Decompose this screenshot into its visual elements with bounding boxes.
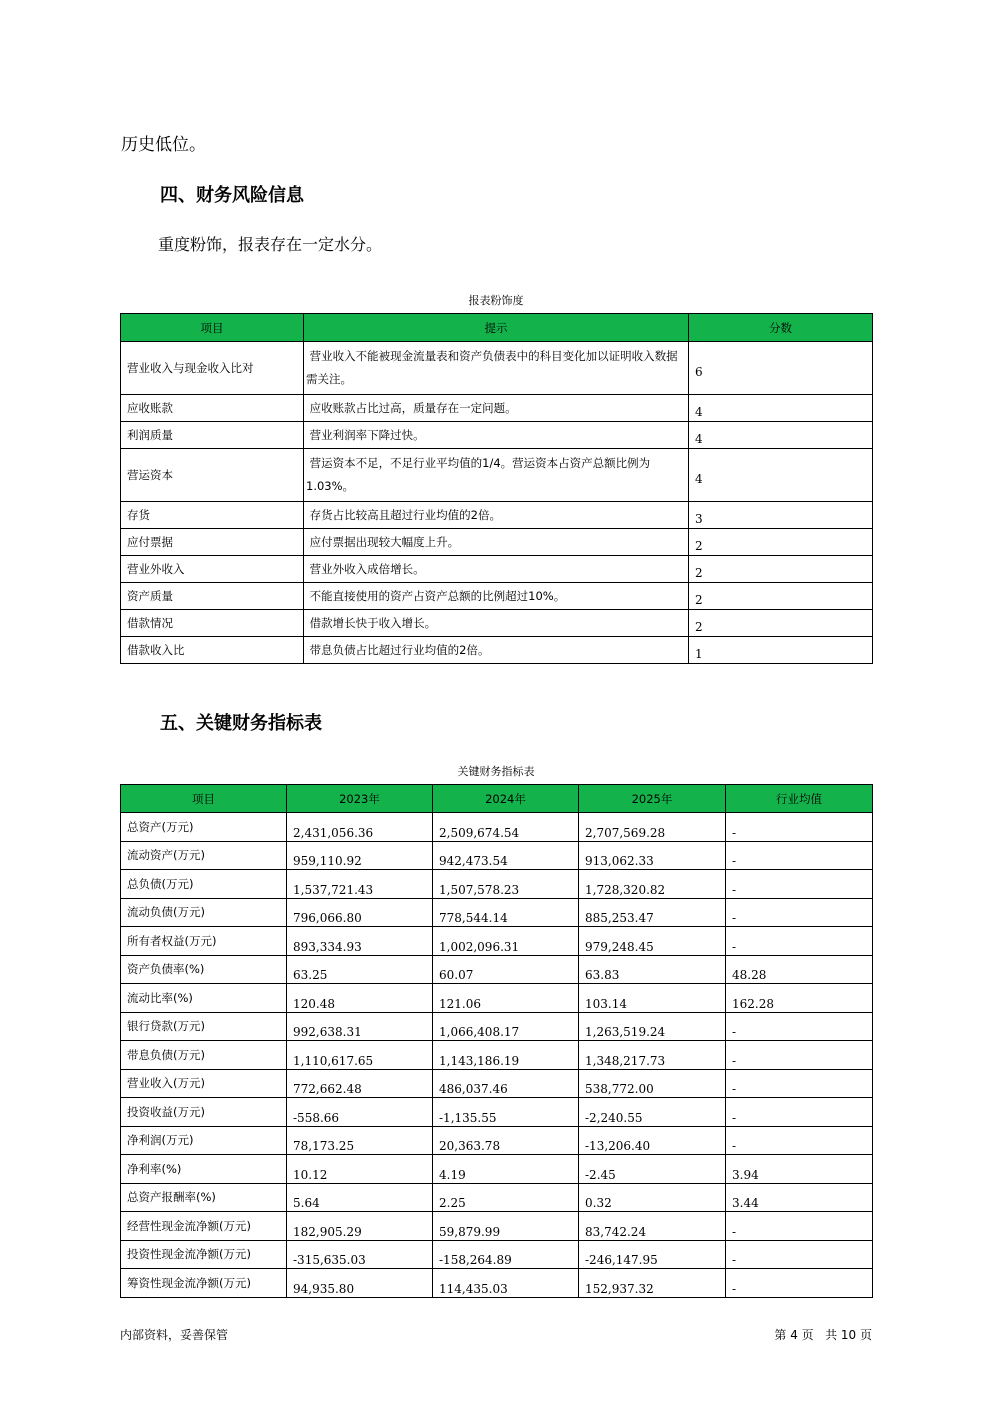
item-cell: 应收账款 (121, 395, 304, 422)
value-2025-cell: -2,240.55 (579, 1098, 726, 1127)
value-2025-cell: 1,728,320.82 (579, 870, 726, 899)
industry-average-cell: - (726, 898, 873, 927)
value-2024-cell: 2,509,674.54 (433, 813, 579, 842)
indicator-name-cell: 净利率(%) (121, 1155, 287, 1184)
score-cell: 1 (689, 637, 873, 664)
table-2-caption: 关键财务指标表 (457, 765, 535, 778)
table-row (121, 1069, 873, 1098)
value-2023-cell: 992,638.31 (287, 1012, 433, 1041)
item-cell: 应付票据 (121, 529, 304, 556)
hint-cell: 应收账款占比过高，质量存在一定问题。 (304, 395, 689, 422)
column-header: 项目 (121, 314, 304, 342)
table-header-row (121, 785, 873, 813)
table-row (121, 1155, 873, 1184)
score-cell: 2 (689, 583, 873, 610)
industry-average-cell: - (726, 1041, 873, 1070)
table-row (121, 583, 873, 610)
table-row (121, 1012, 873, 1041)
value-2024-cell: -158,264.89 (433, 1240, 579, 1269)
industry-average-cell: - (726, 1269, 873, 1298)
value-2023-cell: 2,431,056.36 (287, 813, 433, 842)
indicator-name-cell: 营业收入(万元) (121, 1069, 287, 1098)
item-cell: 营运资本 (121, 449, 304, 502)
value-2024-cell: 1,066,408.17 (433, 1012, 579, 1041)
column-header: 提示 (304, 314, 689, 342)
indicator-name-cell: 经营性现金流净额(万元) (121, 1212, 287, 1241)
indicator-name-cell: 筹资性现金流净额(万元) (121, 1269, 287, 1298)
score-cell: 6 (689, 342, 873, 395)
value-2025-cell: -13,206.40 (579, 1126, 726, 1155)
value-2023-cell: -315,635.03 (287, 1240, 433, 1269)
industry-average-cell: - (726, 1069, 873, 1098)
table-1-caption: 报表粉饰度 (468, 294, 524, 307)
hint-cell: 营业外收入成倍增长。 (304, 556, 689, 583)
table-row (121, 610, 873, 637)
item-cell: 借款收入比 (121, 637, 304, 664)
hint-cell: 营业收入不能被现金流量表和资产负债表中的科目变化加以证明收入数据需关注。 (304, 342, 689, 395)
table-header-row (121, 314, 873, 342)
table-row (121, 1098, 873, 1127)
value-2025-cell: 1,263,519.24 (579, 1012, 726, 1041)
indicator-name-cell: 流动比率(%) (121, 984, 287, 1013)
section-5-heading: 五、关键财务指标表 (160, 713, 322, 734)
indicator-name-cell: 净利润(万元) (121, 1126, 287, 1155)
value-2023-cell: 1,537,721.43 (287, 870, 433, 899)
table-row (121, 342, 873, 395)
column-header: 2025年 (579, 785, 726, 813)
table-row (121, 422, 873, 449)
value-2024-cell: 20,363.78 (433, 1126, 579, 1155)
industry-average-cell: - (726, 813, 873, 842)
table-row (121, 870, 873, 899)
table-row (121, 1183, 873, 1212)
column-header: 分数 (689, 314, 873, 342)
value-2024-cell: 778,544.14 (433, 898, 579, 927)
industry-average-cell: - (726, 870, 873, 899)
industry-average-cell: - (726, 1240, 873, 1269)
value-2024-cell: 59,879.99 (433, 1212, 579, 1241)
item-cell: 资产质量 (121, 583, 304, 610)
intro-text: 历史低位。 (121, 135, 206, 155)
industry-average-cell: 162.28 (726, 984, 873, 1013)
industry-average-cell: - (726, 927, 873, 956)
indicator-name-cell: 投资性现金流净额(万元) (121, 1240, 287, 1269)
value-2023-cell: 182,905.29 (287, 1212, 433, 1241)
value-2024-cell: 486,037.46 (433, 1069, 579, 1098)
industry-average-cell: 3.44 (726, 1183, 873, 1212)
value-2023-cell: 94,935.80 (287, 1269, 433, 1298)
table-row (121, 841, 873, 870)
indicator-name-cell: 带息负债(万元) (121, 1041, 287, 1070)
hint-cell: 借款增长快于收入增长。 (304, 610, 689, 637)
item-cell: 营业收入与现金收入比对 (121, 342, 304, 395)
hint-cell: 不能直接使用的资产占资产总额的比例超过10%。 (304, 583, 689, 610)
value-2025-cell: 979,248.45 (579, 927, 726, 956)
indicator-name-cell: 总资产报酬率(%) (121, 1183, 287, 1212)
value-2025-cell: 103.14 (579, 984, 726, 1013)
item-cell: 营业外收入 (121, 556, 304, 583)
value-2024-cell: 4.19 (433, 1155, 579, 1184)
item-cell: 借款情况 (121, 610, 304, 637)
value-2025-cell: 2,707,569.28 (579, 813, 726, 842)
value-2023-cell: 78,173.25 (287, 1126, 433, 1155)
key-financial-indicators-table (120, 784, 873, 1298)
value-2025-cell: 538,772.00 (579, 1069, 726, 1098)
value-2023-cell: 5.64 (287, 1183, 433, 1212)
score-cell: 4 (689, 449, 873, 502)
window-dressing-table (120, 313, 873, 664)
indicator-name-cell: 总负债(万元) (121, 870, 287, 899)
table-row (121, 984, 873, 1013)
value-2025-cell: 152,937.32 (579, 1269, 726, 1298)
value-2025-cell: 0.32 (579, 1183, 726, 1212)
indicator-name-cell: 流动负债(万元) (121, 898, 287, 927)
table-row (121, 395, 873, 422)
footer-left: 内部资料，妥善保管 (120, 1328, 229, 1342)
table-row (121, 502, 873, 529)
value-2025-cell: 83,742.24 (579, 1212, 726, 1241)
item-cell: 存货 (121, 502, 304, 529)
value-2024-cell: 1,002,096.31 (433, 927, 579, 956)
column-header: 2023年 (287, 785, 433, 813)
score-cell: 4 (689, 395, 873, 422)
column-header: 行业均值 (726, 785, 873, 813)
page-number: 第 4 页 共 10 页 (774, 1328, 872, 1342)
score-cell: 2 (689, 610, 873, 637)
industry-average-cell: - (726, 841, 873, 870)
value-2024-cell: 1,507,578.23 (433, 870, 579, 899)
column-header: 项目 (121, 785, 287, 813)
indicator-name-cell: 总资产(万元) (121, 813, 287, 842)
table-row (121, 529, 873, 556)
table-row (121, 1126, 873, 1155)
value-2023-cell: -558.66 (287, 1098, 433, 1127)
section-4-paragraph: 重度粉饰，报表存在一定水分。 (158, 235, 383, 254)
industry-average-cell: - (726, 1098, 873, 1127)
column-header: 2024年 (433, 785, 579, 813)
table-row (121, 1212, 873, 1241)
value-2025-cell: -2.45 (579, 1155, 726, 1184)
table-row (121, 1240, 873, 1269)
table-row (121, 1041, 873, 1070)
value-2023-cell: 796,066.80 (287, 898, 433, 927)
score-cell: 2 (689, 556, 873, 583)
hint-cell: 营业利润率下降过快。 (304, 422, 689, 449)
value-2024-cell: -1,135.55 (433, 1098, 579, 1127)
score-cell: 2 (689, 529, 873, 556)
value-2024-cell: 1,143,186.19 (433, 1041, 579, 1070)
table-row (121, 1269, 873, 1298)
indicator-name-cell: 流动资产(万元) (121, 841, 287, 870)
indicator-name-cell: 银行贷款(万元) (121, 1012, 287, 1041)
table-row (121, 813, 873, 842)
value-2023-cell: 1,110,617.65 (287, 1041, 433, 1070)
value-2025-cell: 885,253.47 (579, 898, 726, 927)
value-2023-cell: 10.12 (287, 1155, 433, 1184)
section-4-heading: 四、财务风险信息 (160, 185, 304, 206)
hint-cell: 营运资本不足，不足行业平均值的1/4。营运资本占资产总额比例为1.03%。 (304, 449, 689, 502)
value-2023-cell: 959,110.92 (287, 841, 433, 870)
table-row (121, 927, 873, 956)
value-2024-cell: 121.06 (433, 984, 579, 1013)
value-2025-cell: 63.83 (579, 955, 726, 984)
industry-average-cell: - (726, 1212, 873, 1241)
value-2023-cell: 63.25 (287, 955, 433, 984)
industry-average-cell: - (726, 1012, 873, 1041)
indicator-name-cell: 所有者权益(万元) (121, 927, 287, 956)
industry-average-cell: 48.28 (726, 955, 873, 984)
table-row (121, 449, 873, 502)
industry-average-cell: - (726, 1126, 873, 1155)
value-2025-cell: 913,062.33 (579, 841, 726, 870)
value-2024-cell: 2.25 (433, 1183, 579, 1212)
table-row (121, 637, 873, 664)
score-cell: 4 (689, 422, 873, 449)
table-row (121, 556, 873, 583)
score-cell: 3 (689, 502, 873, 529)
table-row (121, 955, 873, 984)
value-2023-cell: 893,334.93 (287, 927, 433, 956)
value-2025-cell: -246,147.95 (579, 1240, 726, 1269)
value-2025-cell: 1,348,217.73 (579, 1041, 726, 1070)
hint-cell: 带息负债占比超过行业均值的2倍。 (304, 637, 689, 664)
item-cell: 利润质量 (121, 422, 304, 449)
table-row (121, 898, 873, 927)
indicator-name-cell: 资产负债率(%) (121, 955, 287, 984)
hint-cell: 存货占比较高且超过行业均值的2倍。 (304, 502, 689, 529)
indicator-name-cell: 投资收益(万元) (121, 1098, 287, 1127)
value-2024-cell: 114,435.03 (433, 1269, 579, 1298)
industry-average-cell: 3.94 (726, 1155, 873, 1184)
hint-cell: 应付票据出现较大幅度上升。 (304, 529, 689, 556)
value-2024-cell: 60.07 (433, 955, 579, 984)
value-2023-cell: 120.48 (287, 984, 433, 1013)
value-2023-cell: 772,662.48 (287, 1069, 433, 1098)
value-2024-cell: 942,473.54 (433, 841, 579, 870)
